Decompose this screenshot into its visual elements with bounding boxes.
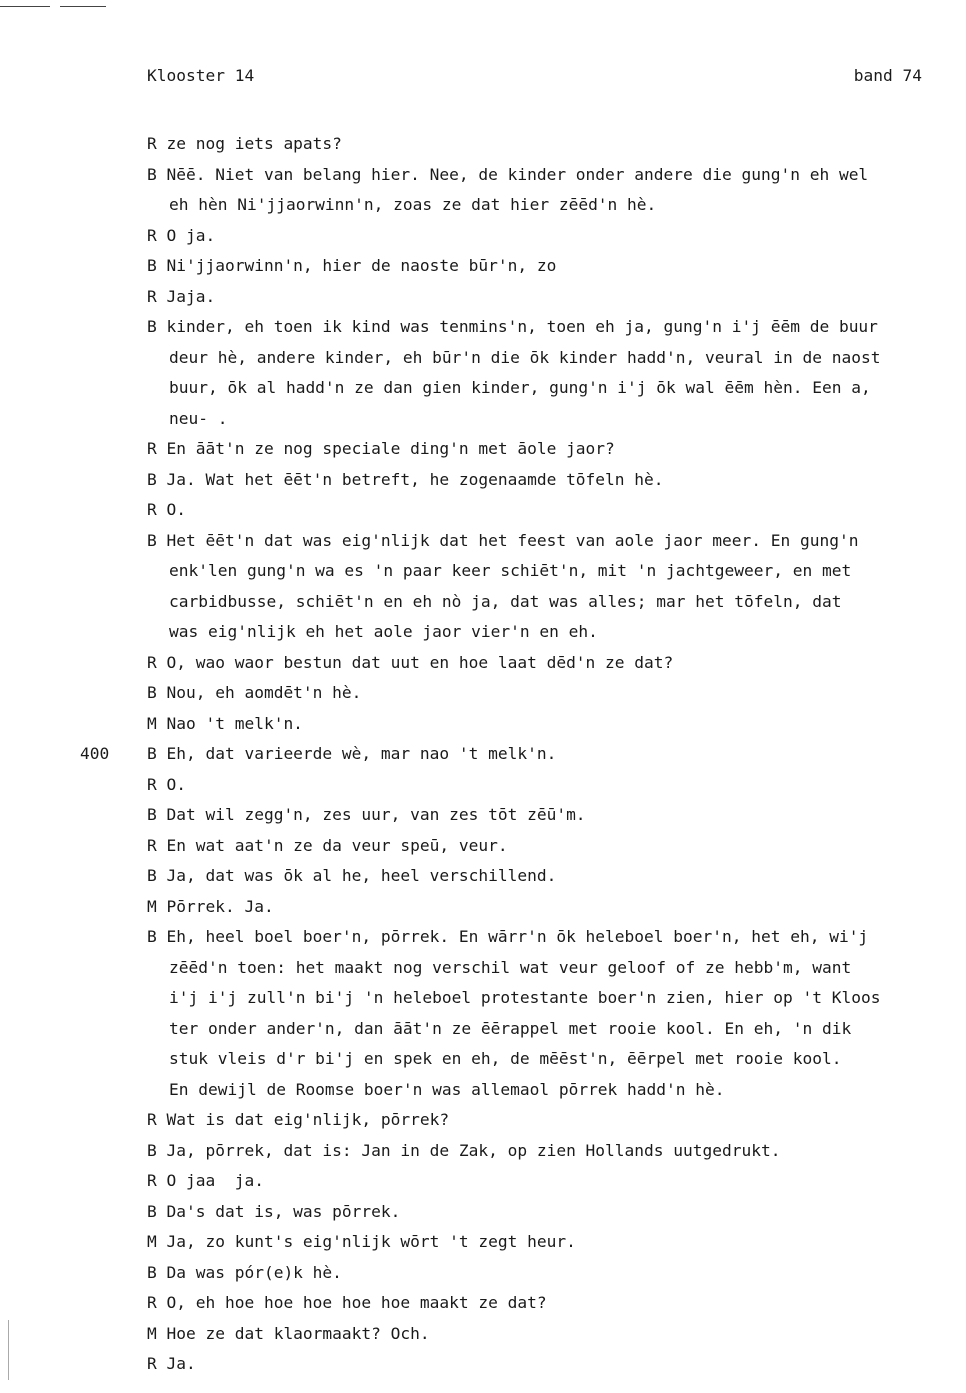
utterance: M Hoe ze dat klaormaakt? Och. <box>147 1323 430 1343</box>
page-header <box>147 66 922 90</box>
transcript-line <box>0 1319 966 1350</box>
utterance: B Da was pór(e)k hè. <box>147 1262 342 1282</box>
transcript-line <box>0 312 966 343</box>
utterance: B Ja. Wat het ēēt'n betreft, he zogenaamde tōfeln hè. <box>147 469 664 489</box>
utterance-continuation: neu- . <box>169 408 228 428</box>
transcript-line <box>0 587 966 618</box>
utterance: B Ja, pōrrek, dat is: Jan in de Zak, op zien Hollands uutgedrukt. <box>147 1140 781 1160</box>
utterance: B Eh, heel boel boer'n, pōrrek. En wārr'n ōk heleboel boer'n, het eh, wi'j <box>147 927 869 946</box>
utterance: R O, eh hoe hoe hoe hoe hoe maakt ze dat? <box>147 1293 547 1312</box>
transcript-body <box>0 129 966 1380</box>
top-rule-right <box>60 6 106 7</box>
utterance-continuation: eh hèn Ni'jjaorwinn'n, zoas ze dat hier zēēd'n hè. <box>169 195 657 214</box>
utterance: R En wat aat'n ze da veur speū, veur. <box>147 835 508 855</box>
document-title: Klooster 14 <box>147 66 255 85</box>
transcript-line <box>0 1197 966 1228</box>
transcript-line <box>0 404 966 435</box>
utterance: R O. <box>147 500 186 519</box>
transcript-line <box>0 190 966 221</box>
utterance-continuation: stuk vleis d'r bi'j en spek en eh, de mēēst'n, ēērpel met rooie kool. <box>169 1049 842 1068</box>
transcript-line <box>0 495 966 526</box>
utterance: B Ja, dat was ōk al he, heel verschillend. <box>147 866 557 885</box>
transcript-line <box>0 1136 966 1167</box>
transcript-line <box>0 1105 966 1136</box>
utterance: B Da's dat is, was pōrrek. <box>147 1201 401 1221</box>
utterance-continuation: zēēd'n toen: het maakt nog verschil wat veur geloof of ze hebb'm, want <box>169 957 852 977</box>
utterance: M Pōrrek. Ja. <box>147 896 274 916</box>
utterance-continuation: deur hè, andere kinder, eh būr'n die ōk kinder hadd'n, veural in de naost <box>169 347 881 367</box>
transcript-line <box>0 1258 966 1289</box>
transcript-line <box>0 556 966 587</box>
transcript-line <box>0 678 966 709</box>
transcript-line <box>0 129 966 160</box>
utterance: B Nēē. Niet van belang hier. Nee, de kinder onder andere die gung'n eh wel <box>147 164 869 184</box>
tape-counter-marker: 400 <box>80 744 110 763</box>
utterance-continuation: ter onder ander'n, dan āāt'n ze ēērappel met rooie kool. En eh, 'n dik <box>169 1018 852 1038</box>
transcript-line <box>0 465 966 496</box>
utterance: B Nou, eh aomdēt'n hè. <box>147 683 362 702</box>
transcript-line <box>0 739 966 770</box>
transcript-line <box>0 221 966 252</box>
transcript-line <box>0 343 966 374</box>
utterance-continuation: carbidbusse, schiēt'n en eh nò ja, dat was alles; mar het tōfeln, dat <box>169 591 842 611</box>
utterance: B Dat wil zegg'n, zes uur, van zes tōt zēū'm. <box>147 805 586 824</box>
utterance: B Het ēēt'n dat was eig'nlijk dat het feest van aole jaor meer. En gung'n <box>147 530 859 550</box>
transcript-line <box>0 648 966 679</box>
utterance: B Eh, dat varieerde wè, mar nao 't melk'n. <box>147 744 557 763</box>
utterance: R O ja. <box>147 225 216 245</box>
transcript-line <box>0 922 966 953</box>
transcript-line <box>0 1044 966 1075</box>
utterance-continuation: En dewijl de Roomse boer'n was allemaol pōrrek hadd'n hè. <box>169 1079 725 1099</box>
utterance-continuation: enk'len gung'n wa es 'n paar keer schiēt'n, mit 'n jachtgeweer, en met <box>169 561 852 580</box>
transcript-line <box>0 1014 966 1045</box>
transcript-line <box>0 1227 966 1258</box>
transcript-line <box>0 953 966 984</box>
utterance: R Ja. <box>147 1354 196 1373</box>
transcript-line <box>0 770 966 801</box>
utterance: B kinder, eh toen ik kind was tenmins'n, toen eh ja, gung'n i'j ēēm de buur <box>147 317 878 336</box>
transcript-line <box>0 251 966 282</box>
transcript-line <box>0 709 966 740</box>
utterance: M Ja, zo kunt's eig'nlijk wōrt 't zegt heur. <box>147 1232 576 1251</box>
utterance: R O. <box>147 774 186 794</box>
utterance-continuation: was eig'nlijk eh het aole jaor vier'n en eh. <box>169 622 598 641</box>
transcript-line <box>0 1075 966 1106</box>
utterance: M Nao 't melk'n. <box>147 713 303 733</box>
utterance-continuation: i'j i'j zull'n bi'j 'n heleboel protestante boer'n zien, hier op 't Kloos <box>169 988 881 1007</box>
utterance: R ze nog iets apats? <box>147 134 342 153</box>
transcript-line <box>0 526 966 557</box>
utterance: R O jaa ja. <box>147 1171 264 1190</box>
transcript-line <box>0 831 966 862</box>
utterance-continuation: buur, ōk al hadd'n ze dan gien kinder, gung'n i'j ōk wal ēēm hèn. Een a, <box>169 378 871 397</box>
transcript-line <box>0 983 966 1014</box>
transcript-line <box>0 373 966 404</box>
utterance: R En āāt'n ze nog speciale ding'n met āole jaor? <box>147 439 615 458</box>
transcript-line <box>0 160 966 191</box>
transcript-line <box>0 1166 966 1197</box>
utterance: R Wat is dat eig'nlijk, pōrrek? <box>147 1110 450 1129</box>
top-rule-left <box>0 6 50 7</box>
transcript-line <box>0 282 966 313</box>
utterance: B Ni'jjaorwinn'n, hier de naoste būr'n, zo <box>147 256 557 275</box>
transcript-line <box>0 434 966 465</box>
transcript-line <box>0 861 966 892</box>
transcript-line <box>0 892 966 923</box>
transcript-line <box>0 800 966 831</box>
transcript-line <box>0 617 966 648</box>
tape-number: band 74 <box>853 66 922 85</box>
utterance: R O, wao waor bestun dat uut en hoe laat dēd'n ze dat? <box>147 652 674 672</box>
transcript-line <box>0 1288 966 1319</box>
utterance: R Jaja. <box>147 286 216 306</box>
transcript-line <box>0 1349 966 1380</box>
